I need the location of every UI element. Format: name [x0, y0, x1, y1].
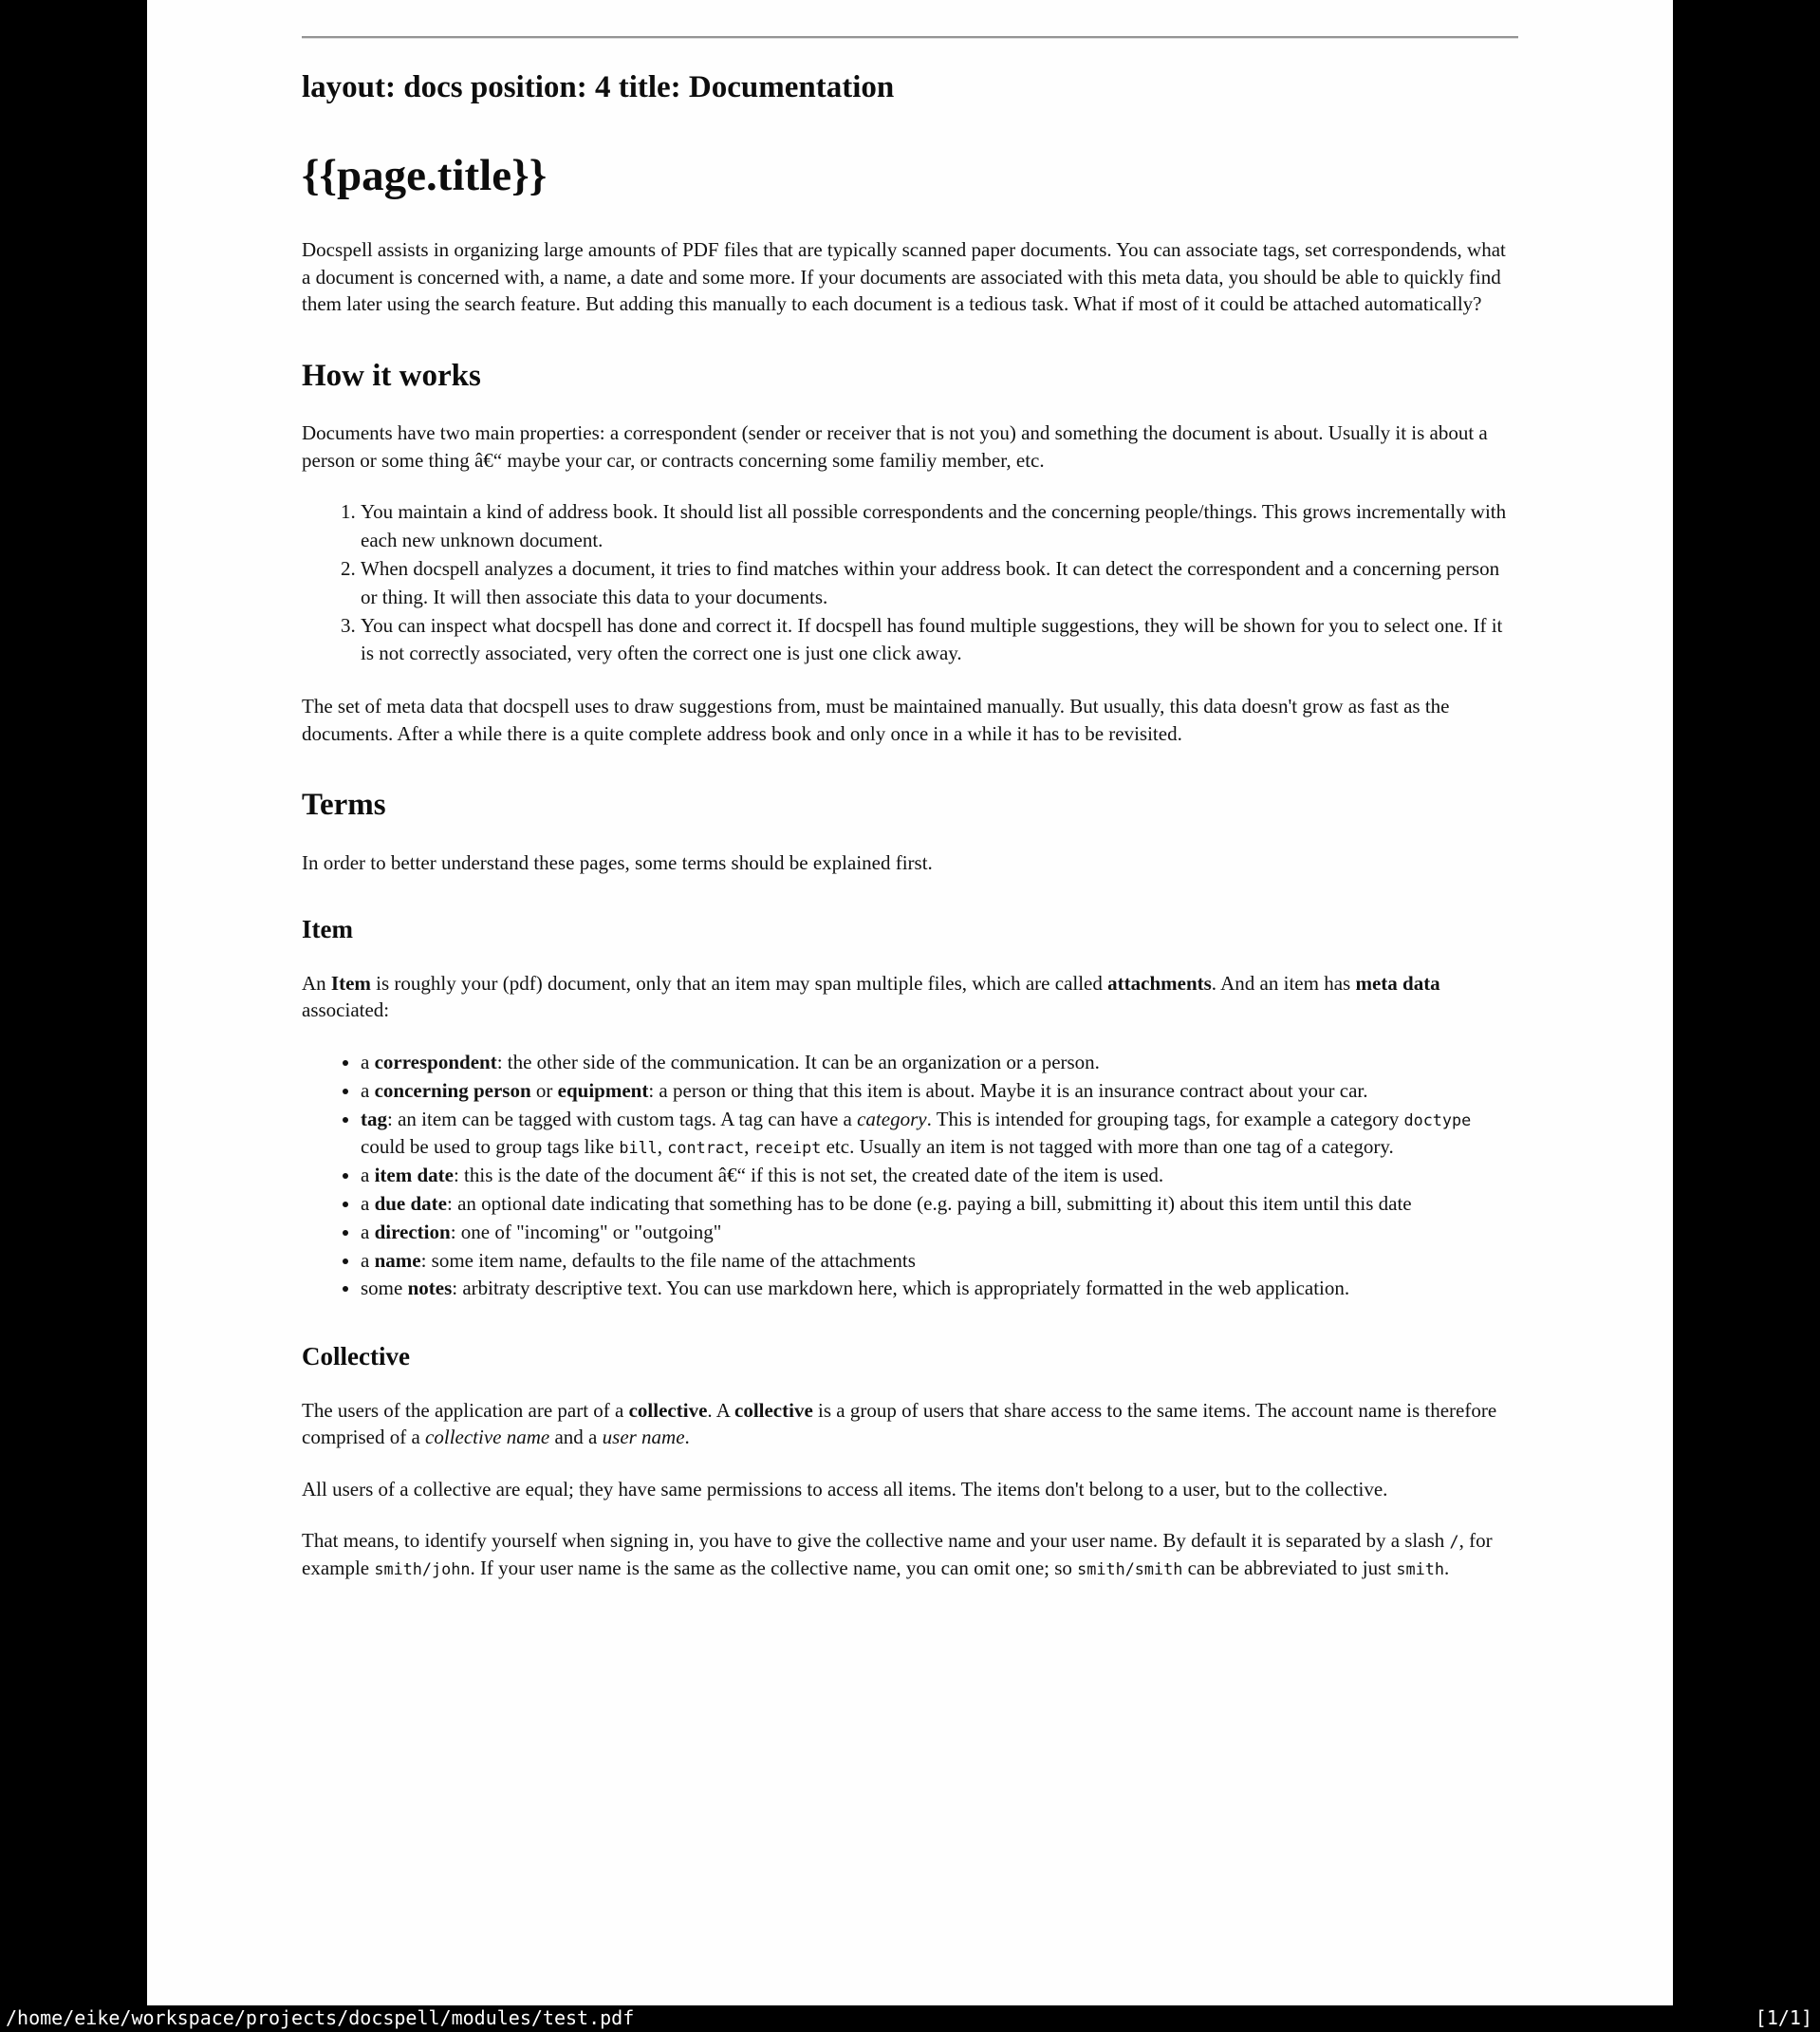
how-step-item: 2. When docspell analyzes a document, it tries to find matches within your address book. It can detect the correspondent and a concerning person or thing. It will then associate this data to your documents. — [361, 555, 1518, 612]
item-property-concerning: • a concerning person or equipment: a person or thing that this item is about. Maybe it is an insurance contract about your car. — [361, 1077, 1518, 1106]
terms-heading: Terms — [302, 788, 386, 823]
terms-intro-paragraph: In order to better understand these pages, some terms should be explained first. — [302, 850, 933, 874]
item-properties-list — [302, 1049, 1518, 1303]
item-heading: Item — [302, 915, 353, 944]
how-it-works-heading: How it works — [302, 358, 481, 393]
collective-paragraph-2: All users of a collective are equal; they have same permissions to access all items. The items don't belong to a user, but to the collective. — [302, 1477, 1388, 1501]
intro-paragraph: Docspell assists in organizing large amounts of PDF files that are typically scanned paper documents. You can associate tags, set correspondends, what a document is concerned with, a name, a date and some more. If your documents are associated with this meta data, you should be able to quickly find them later using the search feature. But adding this manually to each document is a tedious task. What if most of it could be attached automatically? — [302, 237, 1506, 316]
item-property-direction: • a direction: one of "incoming" or "outgoing" — [361, 1219, 1518, 1247]
document-page[interactable] — [147, 0, 1673, 2005]
how-intro-paragraph: Documents have two main properties: a correspondent (sender or receiver that is not you) and something the document is about. Usually it is about a person or some thing â€“ maybe your car, or contracts concerning some familiy member, etc. — [302, 421, 1488, 472]
document-content — [302, 0, 1518, 1581]
item-property-item-date: • a item date: this is the date of the document â€“ if this is not set, the created date of the item is used. — [361, 1162, 1518, 1190]
statusbar-filepath: /home/eike/workspace/projects/docspell/modules/test.pdf — [6, 2006, 635, 2029]
statusbar — [0, 2005, 1820, 2032]
top-rule — [302, 36, 1518, 39]
item-property-correspondent: • a correspondent: the other side of the communication. It can be an organization or a person. — [361, 1049, 1518, 1077]
item-property-notes: • some notes: arbitraty descriptive text. You can use markdown here, which is appropriately formatted in the web application. — [361, 1275, 1518, 1303]
how-outro-paragraph: The set of meta data that docspell uses to draw suggestions from, must be maintained manually. But usually, this data doesn't grow as fast as the documents. After a while there is a quite complete address book and only once in a while it has to be revisited. — [302, 695, 1450, 745]
item-property-name: • a name: some item name, defaults to the file name of the attachments — [361, 1247, 1518, 1276]
how-step-item: 3. You can inspect what docspell has done and correct it. If docspell has found multiple suggestions, they will be shown for you to select one. If it is not correctly associated, very often the correct one is just one click away. — [361, 612, 1518, 669]
how-step-item: 1. You maintain a kind of address book. It should list all possible correspondents and the concerning people/things. This grows incrementally with each new unknown document. — [361, 498, 1518, 555]
collective-paragraph-3: That means, to identify yourself when signing in, you have to give the collective name and your user name. By default it is separated by a slash /, for example smith/john. If your user name is the same as the collective name, you can omit one; so smith/smith can be abbreviated to just smith. — [302, 1529, 1493, 1579]
how-steps-list — [302, 498, 1518, 668]
item-intro-paragraph: An Item is roughly your (pdf) document, only that an item may span multiple files, which are called attachments. And an item has meta data associated: — [302, 971, 1440, 1022]
page-title: {{page.title}} — [302, 150, 548, 200]
collective-paragraph-1: The users of the application are part of a collective. A collective is a group of users that share access to the same items. The account name is therefore comprised of a collective name and a user name. — [302, 1398, 1497, 1449]
frontmatter-heading: layout: docs position: 4 title: Documentation — [302, 70, 895, 104]
item-property-due-date: • a due date: an optional date indicating that something has to be done (e.g. paying a bill, submitting it) about this item until this date — [361, 1190, 1518, 1219]
statusbar-page-indicator: [1/1] — [1755, 2006, 1812, 2029]
collective-heading: Collective — [302, 1342, 410, 1371]
item-property-tag: • tag: an item can be tagged with custom tags. A tag can have a category. This is intended for grouping tags, for example a category doctype could be used to group tags like bill, contract, receipt etc. Usually an item is not tagged with more than one tag of a category. — [361, 1106, 1518, 1163]
